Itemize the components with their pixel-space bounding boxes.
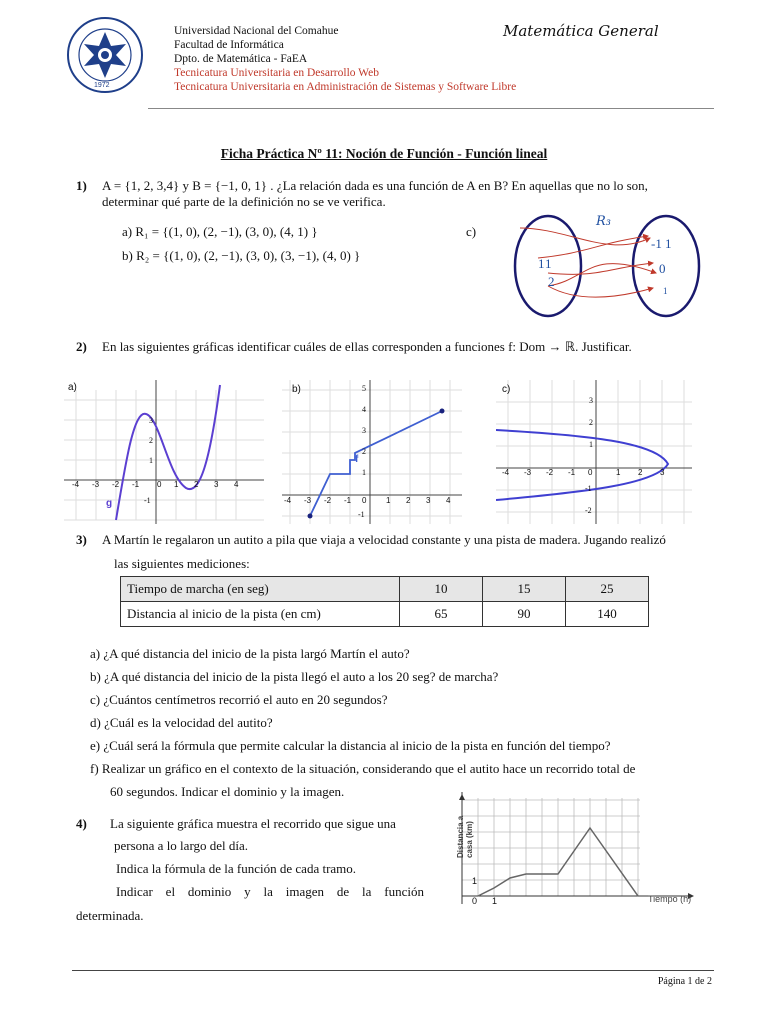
table-cell: 140 bbox=[566, 602, 649, 627]
diagram-left-1: 1 bbox=[538, 256, 545, 271]
table-cell: Tiempo de marcha (en seg) bbox=[121, 577, 400, 602]
graph-a-svg bbox=[64, 380, 264, 524]
tick: 1 bbox=[589, 440, 593, 449]
q4-line5: determinada. bbox=[76, 908, 144, 923]
header-line-career-1: Tecnicatura Universitaria en Desarrollo Web bbox=[174, 67, 379, 79]
course-title: Matemática General bbox=[503, 22, 659, 40]
q1-item-b: b) R₂ = {(1, 0), (2, −1), (3, 0), (3, −1), (4, 0) } bbox=[122, 248, 361, 263]
q4-line3: Indica la fórmula de la función de cada tramo. bbox=[116, 861, 357, 876]
page-title: Ficha Práctica Nº 11: Noción de Función - Función lineal bbox=[220, 146, 548, 161]
tick: 2 bbox=[589, 418, 593, 427]
q4-line2: persona a lo largo del día. bbox=[114, 838, 249, 853]
tick: 4 bbox=[446, 496, 451, 505]
diagram-left-3: 2 bbox=[548, 274, 555, 289]
tick: 1 bbox=[149, 456, 153, 465]
tick: -2 bbox=[546, 468, 554, 477]
header-line-department: Dpto. de Matemática - FaEA bbox=[174, 53, 308, 65]
tick: 3 bbox=[426, 496, 431, 505]
diagram-right-1: -1 bbox=[651, 236, 662, 251]
tick: 1 bbox=[386, 496, 391, 505]
tick: 2 bbox=[194, 480, 199, 489]
diagram-right-2: 1 bbox=[665, 236, 672, 251]
q1-text-line2: determinar qué parte de la definición no se ve verifica. bbox=[102, 194, 386, 209]
tick: -2 bbox=[112, 480, 120, 489]
q1-number: 1) bbox=[76, 178, 87, 193]
diagram-right-3: 0 bbox=[659, 261, 666, 276]
tick: 3 bbox=[589, 396, 593, 405]
tick: -1 bbox=[568, 468, 576, 477]
diagram-left-2: 1 bbox=[545, 256, 552, 271]
q4-ylabel bbox=[456, 796, 474, 858]
tick: 0 bbox=[362, 496, 367, 505]
tick: 2 bbox=[149, 436, 153, 445]
tick: 3 bbox=[660, 468, 665, 477]
graph-a-fn-label: g bbox=[106, 498, 113, 509]
tick: -1 bbox=[344, 496, 352, 505]
diagram-right-4: 1 bbox=[663, 286, 668, 296]
tick: -1 bbox=[585, 484, 592, 493]
graph-c-label: c) bbox=[502, 384, 511, 395]
graph-a bbox=[64, 380, 264, 524]
table-cell: 25 bbox=[566, 577, 649, 602]
q3-item-f: f) Realizar un gráfico en el contexto de la situación, considerando que el autito hace un recorrido total de bbox=[90, 761, 636, 776]
graph-a-xticks bbox=[68, 480, 268, 492]
header-line-university: Universidad Nacional del Comahue bbox=[174, 25, 339, 37]
tick: 1 bbox=[174, 480, 179, 489]
q3-item-e: e) ¿Cuál será la fórmula que permite calcular la distancia al inicio de la pista en función del tiempo? bbox=[90, 738, 611, 753]
header-divider bbox=[148, 108, 714, 109]
tick: 3 bbox=[149, 416, 153, 425]
tick: -1 bbox=[358, 510, 365, 519]
tick: 4 bbox=[234, 480, 239, 489]
graph-b bbox=[282, 380, 462, 524]
q3-item-d: d) ¿Cuál es la velocidad del autito? bbox=[90, 715, 273, 730]
tick: -3 bbox=[92, 480, 100, 489]
institution-header bbox=[174, 24, 516, 94]
q1-item-a: a) R₁ = {(1, 0), (2, −1), (3, 0), (4, 1) } bbox=[122, 224, 318, 239]
graph-b-label: b) bbox=[292, 384, 301, 395]
q3-number: 3) bbox=[76, 532, 87, 547]
q4-xlabel: Tiempo (h) bbox=[648, 894, 692, 904]
graph-c bbox=[496, 380, 692, 524]
tick: -4 bbox=[72, 480, 80, 489]
q4-tick-x1: 1 bbox=[492, 896, 498, 906]
tick: 2 bbox=[406, 496, 411, 505]
tick: -4 bbox=[284, 496, 292, 505]
tick: -2 bbox=[324, 496, 332, 505]
q1-item-c: c) bbox=[466, 224, 477, 239]
q2-text: En las siguientes gráficas identificar cuáles de ellas corresponden a funciones f: Dom → ℝ. Justificar. bbox=[102, 339, 632, 354]
q3-item-f-cont: 60 segundos. Indicar el dominio y la imagen. bbox=[110, 784, 345, 799]
tick: -2 bbox=[585, 506, 592, 515]
tick: 3 bbox=[362, 426, 366, 435]
logo-year: 1972 bbox=[94, 82, 110, 89]
footer-divider bbox=[72, 970, 714, 971]
header-line-faculty: Facultad de Informática bbox=[174, 39, 284, 51]
table-cell: 15 bbox=[483, 577, 566, 602]
q3-text-line1: A Martín le regalaron un autito a pila que viaja a velocidad constante y una pista de madera. Jugando realizó bbox=[102, 532, 666, 547]
measurement-table bbox=[120, 576, 649, 627]
graph-b-fn-label: f bbox=[355, 454, 359, 465]
q4-graph bbox=[440, 792, 698, 918]
tick: 1 bbox=[616, 468, 621, 477]
table-row bbox=[121, 602, 649, 627]
graph-b-xticks bbox=[282, 496, 462, 508]
q4-line1: La siguiente gráfica muestra el recorrido que sigue una bbox=[110, 816, 396, 831]
q4-line4 bbox=[116, 884, 424, 900]
q3-item-c: c) ¿Cuántos centímetros recorrió el auto en 20 segundos? bbox=[90, 692, 388, 707]
table-cell: 65 bbox=[400, 602, 483, 627]
diagram-label: R₃ bbox=[596, 214, 611, 229]
table-cell: Distancia al inicio de la pista (en cm) bbox=[121, 602, 400, 627]
tick: 5 bbox=[362, 384, 366, 393]
graph-a-label: a) bbox=[68, 382, 77, 393]
graph-c-xticks bbox=[496, 468, 692, 480]
table-row bbox=[121, 577, 649, 602]
tick: 4 bbox=[362, 405, 366, 414]
table-cell: 10 bbox=[400, 577, 483, 602]
tick: -1 bbox=[144, 496, 151, 505]
tick: 3 bbox=[214, 480, 219, 489]
q4-line4-text: Indicar el dominio y la imagen de la función bbox=[116, 884, 424, 899]
tick: -3 bbox=[304, 496, 312, 505]
relation-diagram bbox=[508, 208, 708, 318]
university-logo bbox=[66, 16, 144, 94]
q4-origin: 0 bbox=[472, 896, 478, 906]
q4-ylabel-text: Distancia a casa (km) bbox=[456, 815, 474, 858]
q4-number: 4) bbox=[76, 816, 87, 831]
tick: -4 bbox=[502, 468, 510, 477]
tick: 2 bbox=[362, 447, 366, 456]
q3-text-line2: las siguientes mediciones: bbox=[114, 556, 250, 571]
tick: 0 bbox=[588, 468, 593, 477]
page-number: Página 1 de 2 bbox=[657, 976, 712, 987]
q3-item-a: a) ¿A qué distancia del inicio de la pista largó Martín el auto? bbox=[90, 646, 410, 661]
q4-tick-y1: 1 bbox=[472, 876, 478, 886]
tick: -1 bbox=[132, 480, 140, 489]
table-cell: 90 bbox=[483, 602, 566, 627]
tick: 0 bbox=[157, 480, 162, 489]
q2-number: 2) bbox=[76, 339, 87, 354]
tick: 2 bbox=[638, 468, 643, 477]
q1-text-line1: A = {1, 2, 3,4} y B = {−1, 0, 1} . ¿La relación dada es una función de A en B? En aquellas que no lo son, bbox=[102, 178, 648, 193]
graph-c-svg bbox=[496, 380, 692, 524]
tick: -3 bbox=[524, 468, 532, 477]
q3-item-b: b) ¿A qué distancia del inicio de la pista llegó el auto a los 20 seg? de marcha? bbox=[90, 669, 499, 684]
header-line-career-2: Tecnicatura Universitaria en Administración de Sistemas y Software Libre bbox=[174, 81, 517, 93]
tick: 1 bbox=[362, 468, 366, 477]
